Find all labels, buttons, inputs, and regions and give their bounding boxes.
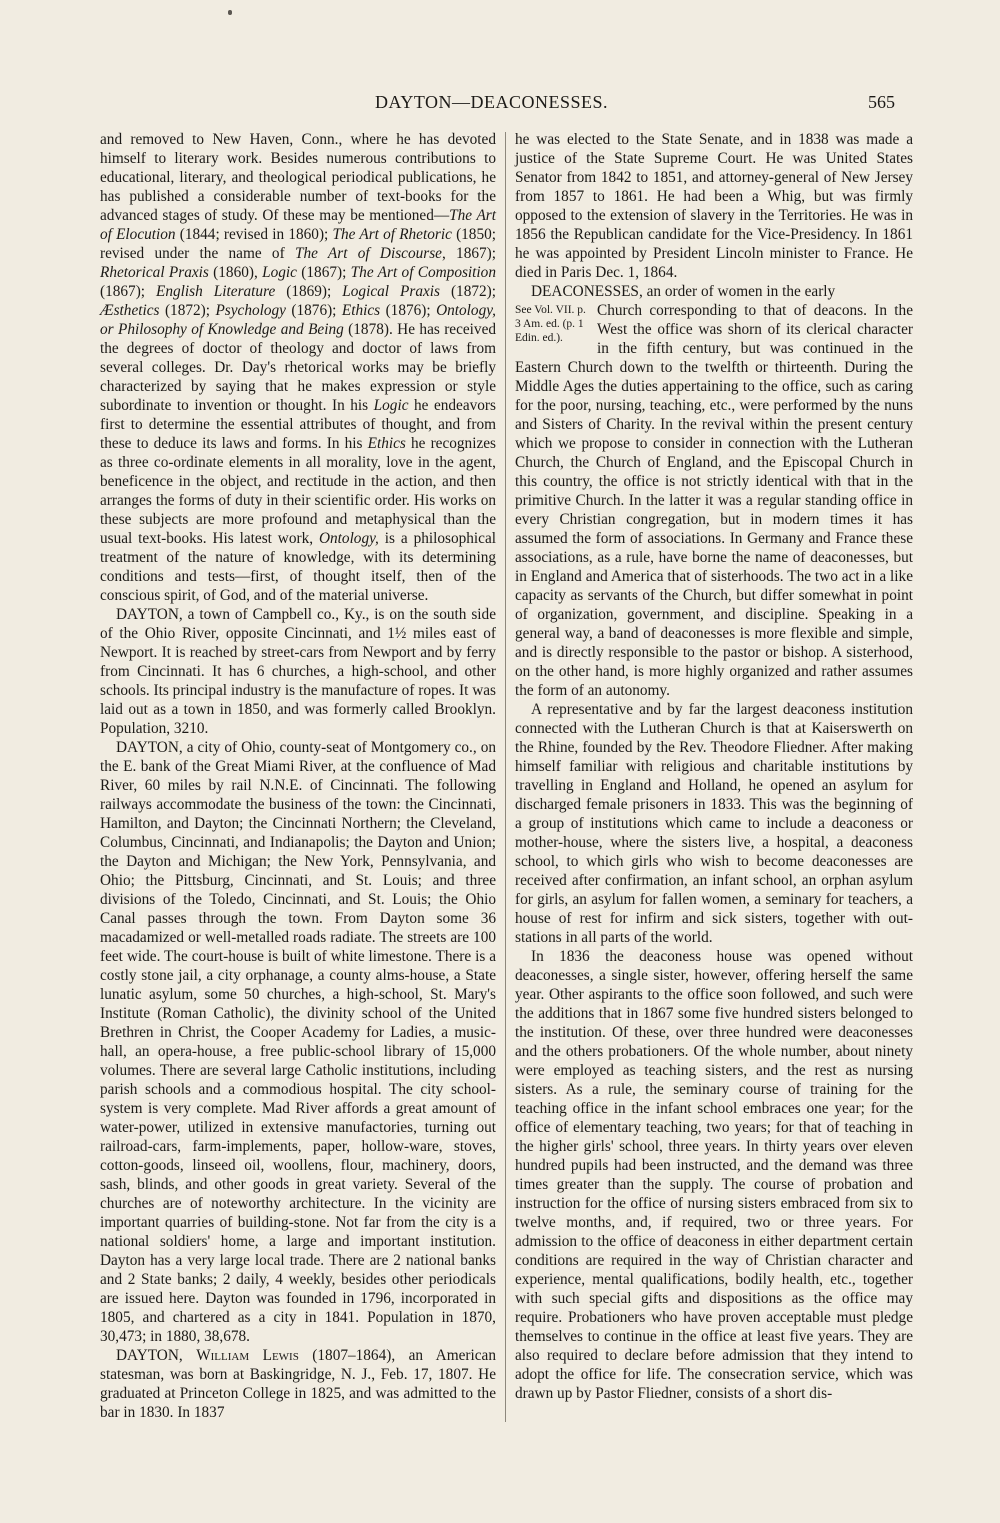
dayton-william-entry: DAYTON, William Lewis (1807–1864), an American statesman, was born at Baskingridge, N. J., Feb. 17, 1807. He graduated at Princeton College in 1825, and was admitted to the bar in 1830. In 1837 bbox=[100, 1347, 496, 1421]
running-head: DAYTON—DEACONESSES. bbox=[375, 92, 609, 112]
kaiserswerth-paragraph: A representative and by far the largest deaconess institution connected with the Lutheran Church is that at Kaiserswerth on the Rhine, founded by the Rev. Theodore Fliedner. After making himself familiar with religious and charitable institutions by travelling in England and Holland, he opened an asylum for discharged female prisoners in 1833. This was the beginning of a group of institutions which came to include a deaconess or mother-house, where the sisters live, a hospital, a deaconess school, to which girls who wish to become deaconesses are received after confirmation, an infant school, an orphan asylum for girls, an asylum for fallen women, a seminary for teachers, a house of rest for infirm and sick sisters, together with out-stations in all parts of the world. bbox=[515, 701, 913, 946]
margin-reference-note: See Vol. VII. p. 3 Am. ed. (p. 1 Edin. ed.). bbox=[515, 304, 586, 344]
page-number: 565 bbox=[868, 92, 895, 112]
left-column bbox=[100, 130, 496, 1422]
dayton-ohio-entry: DAYTON, a city of Ohio, county-seat of Montgomery co., on the E. bank of the Great Miami River, at the confluence of Mad River, 60 miles by rail N.N.E. of Cincinnati. The following railways accommodate the business of the town: the Cincinnati, Hamilton, and Dayton; the Cincinnati Northern; the Cleveland, Columbus, Cincinnati, and Indianapolis; the Dayton and Union; the Dayton and Michigan; the New York, Pennsylvania, and Ohio; the Pittsburg, Cincinnati, and St. Louis; and three divisions of the Toledo, Cincinnati, and St. Louis; the Ohio Canal passes through the town. From Dayton some 36 macadamized or well-metalled roads radiate. The streets are 100 feet wide. The court-house is built of white limestone. There is a costly stone jail, a city orphanage, a county alms-house, a State lunatic asylum, some 50 churches, a high-school, St. Mary's Institute (Roman Catholic), the divinity school of the United Brethren in Christ, the Cooper Academy for Ladies, a music-hall, an opera-house, a free public-school library of 15,000 volumes. There are several large Catholic institutions, including parish schools and a commodious hospital. The city school-system is very complete. Mad River affords a great amount of water-power, utilized in extensive manufactories, turning out railroad-cars, farm-implements, paper, hollow-ware, stoves, cotton-goods, linseed oil, woollens, flour, machinery, doors, sash, blinds, and other goods in great variety. Several of the churches are of noteworthy architecture. In the vicinity are important quarries of building-stone. Not far from the city is a national soldiers' home, a large and important institution. Dayton has a very large local trade. There are 2 national banks and 2 State banks; 2 daily, 4 weekly, besides other periodicals are issued here. Dayton was founded in 1796, incorporated in 1805, and chartered as a city in 1841. Population in 1870, 30,473; in 1880, 38,678. bbox=[100, 739, 496, 1345]
print-speck bbox=[228, 10, 232, 15]
dayton-william-continuation: he was elected to the State Senate, and in 1838 was made a justice of the State Supreme Court. He was United States Senator from 1842 to 1851, and attorney-general of New Jersey from 1857 to 1861. He had been a Whig, but was firmly opposed to the extension of slavery in the Territories. He was in 1856 the Republican candidate for the Vice-Presidency. In 1861 he was appointed by President Lincoln minister to France. He died in Paris Dec. 1, 1864. bbox=[515, 131, 913, 281]
column-rule bbox=[505, 132, 506, 1422]
day-entry-continuation: and removed to New Haven, Conn., where he has devoted himself to literary work. Besides numerous contributions to educational, literary, and theological periodical publications, he has published a considerable number of text-books for the advanced stages of study. Of these may be mentioned—The Art of Elocution (1844; revised in 1860); The Art of Rhetoric (1850; revised under the name of The Art of Discourse, 1867); Rhetorical Praxis (1860), Logic (1867); The Art of Composition (1867); English Literature (1869); Logical Praxis (1872); Æsthetics (1872); Psychology (1876); Ethics (1876); Ontology, or Philosophy of Knowledge and Being (1878). He has received the degrees of doctor of theology and doctor of laws from several colleges. Dr. Day's rhetorical works may be briefly characterized by saying that he makes expression or style subordinate to invention or thought. In his Logic he endeavors first to determine the essential attributes of thought, and from these to deduce its laws and forms. In his Ethics he recognizes as three co-ordinate elements in all morality, love in the agent, beneficence in the object, and rectitude in the action, and then arranges the forms of duty in their scientific order. His works on these subjects are more profound and metaphysical than the usual text-books. His latest work, Ontology, is a philosophical treatment of the nature of knowledge, with its determining conditions and tests—first, of thought itself, then of the conscious spirit, of God, and of the material universe. bbox=[100, 131, 497, 604]
deaconesses-entry-body: See Vol. VII. p. 3 Am. ed. (p. 1 Edin. ed.). Church corresponding to that of deacons. In the West the office was shorn of its clerical character in the fifth century, but was continued in the Eastern Church down to the twelfth or thirteenth. During the Middle Ages the duties appertaining to the office, such as caring for the poor, nursing, teaching, etc., were performed by the nuns and Sisters of Charity. In the revival within the present century which we propose to consider in connection with the Lutheran Church, the Church of England, and the Episcopal Church in this country, the office is not strictly identical with that in the primitive Church. In the latter it was a regular standing office in every Christian congregation, but in modern times it has assumed the form of associations. In Germany and France these associations, as a rule, have borne the name of deaconesses, but in England and America that of sisterhoods. The two act in a like capacity as servants of the Church, but differ somewhat in point of organization, government, and discipline. Speaking in a general way, a band of deaconesses is more flexible and simple, and is directly responsible to the pastor or bishop. A sisterhood, on the other hand, is more highly organized and rather assumes the form of an autonomy. bbox=[515, 302, 913, 699]
right-column bbox=[515, 130, 913, 1403]
deaconesses-entry-lead: DEACONESSES, an order of women in the early bbox=[531, 283, 836, 300]
dayton-kentucky-entry: DAYTON, a town of Campbell co., Ky., is on the south side of the Ohio River, opposite Cincinnati, and 1½ miles east of Newport. It is reached by street-cars from Newport and by ferry from Cincinnati. It has 6 churches, a high-school, and other schools. Its principal industry is the manufacture of ropes. It was laid out as a town in 1850, and was formerly called Brooklyn. Population, 3210. bbox=[100, 606, 496, 737]
deaconess-house-paragraph: In 1836 the deaconess house was opened without deaconesses, a single sister, however, offering herself the same year. Other aspirants to the office soon followed, and such were the additions that in 1867 some five hundred sisters belonged to the institution. Of these, over three hundred were deaconesses and the others probationers. Of the whole number, about ninety were employed as teaching sisters, and the rest as nursing sisters. As a rule, the seminary course of training for the teaching office in the infant school embraces one year; for the office of elementary teaching, two years; for that of teaching in the higher girls' school, three years. In thirty years over eleven hundred pupils had been instructed, and the demand was three times greater than the supply. The course of probation and instruction for the office of nursing sisters embraced from six to twelve months, and, if required, two or three years. For admission to the office of deaconess in either department certain conditions are required in the way of Christian character and experience, mental qualifications, bodily health, etc., together with such special gifts and dispositions as the office may require. Probationers who have proven acceptable must pledge themselves to continue in the office at least five years. They are also required to declare before admission that they intend to adopt the office for life. The consecration service, which was drawn up by Pastor Fliedner, consists of a short dis- bbox=[515, 948, 913, 1402]
